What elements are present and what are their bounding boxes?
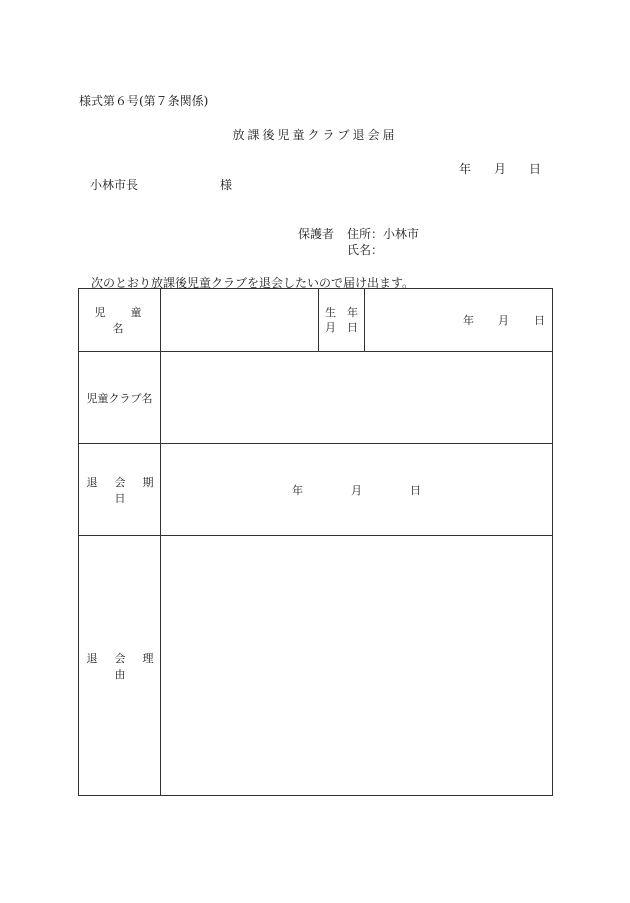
club-field[interactable] (161, 352, 553, 444)
guardian-label: 保護者 (298, 227, 335, 241)
honorific: 様 (220, 178, 233, 192)
dob-label-line2: 月 日 (325, 321, 358, 334)
reason-row (79, 536, 553, 796)
document-title: 放課後児童クラブ退会届 (232, 128, 398, 142)
submission-day: 日 (529, 162, 542, 176)
dob-label-line1: 生 年 (325, 306, 358, 319)
child-name-field[interactable] (161, 289, 319, 352)
club-row (79, 352, 553, 444)
reason-label: 退 会 理 由 (79, 536, 161, 796)
dob-label (319, 289, 365, 352)
submission-month: 月 (494, 162, 507, 176)
addressee: 小林市長 (90, 178, 139, 192)
withdraw-year: 年 (292, 483, 303, 497)
dob-year: 年 (463, 314, 474, 327)
reason-field[interactable] (161, 536, 553, 796)
child-name-label: 児 童 名 (79, 289, 161, 352)
withdraw-date-row (79, 444, 553, 536)
withdraw-date-label: 退 会 期 日 (79, 444, 161, 536)
submission-year: 年 (459, 162, 472, 176)
withdrawal-form-table (78, 288, 553, 796)
withdraw-date-field[interactable] (161, 444, 553, 536)
statement: 次のとおり放課後児童クラブを退会したいので届け出ます。 (91, 276, 415, 290)
form-number: 様式第６号(第７条関係) (79, 94, 209, 108)
withdraw-day: 日 (410, 483, 421, 497)
guardian-name-label: 氏名： (347, 243, 384, 257)
withdraw-month: 月 (351, 483, 362, 497)
club-label: 児童クラブ名 (79, 352, 161, 444)
dob-day: 日 (534, 314, 545, 327)
dob-month: 月 (498, 314, 509, 327)
guardian-address-label: 住所：小林市 (347, 227, 420, 241)
dob-field[interactable] (365, 289, 553, 352)
child-name-row (79, 289, 553, 352)
